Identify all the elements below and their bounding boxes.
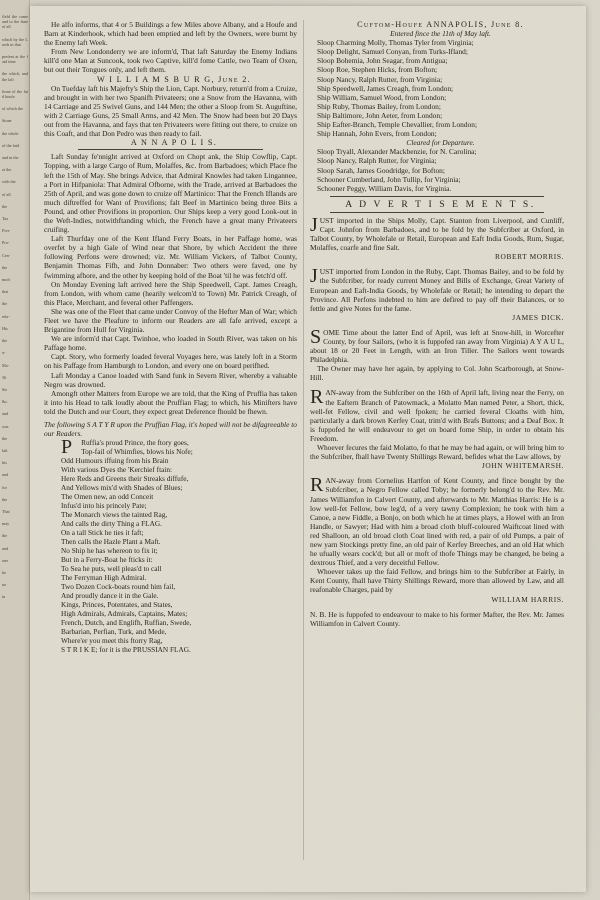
advertisement-signature: WILLIAM HARRIS. [491,594,564,604]
advertisement-tail: The Owner may have her again, by applying to Col. John Scarborough, at Snow-Hill. [310,364,564,383]
advertisement-body: SOME Time about the latter End of April, was left at Snow-hill, in Worcefter County, by four Sailors, (who it is fuppofed ran away from Virginia) A Y A U L, about 18 or 20 Feet in Length, with an Iron Tiller. The Sailors went towards Philadelphia. [310,325,564,365]
news-paragraph: Capt. Story, who formerly loaded feveral Voyages here, was lately loft in a Storm on his Paffage from Hamburgh to London, and every one on board perifhed. [44,352,297,371]
advertisement-signature: ROBERT MORRIS. [494,252,564,262]
divider [78,149,263,150]
cleared-ship-entry: Sloop Sarah, James Goodridge, for Bofton; [317,165,445,175]
cleared-subheading: Cleared for Departure. [406,138,475,148]
fragment-line: the [2,496,8,502]
news-paragraph: She was one of the Fleet that came under Convoy of the Hefter Man of War; which Fleet we have the Pleafure to inform our Readers are all fafe arrived, except a Brigantine from Hull for Virginia. [44,306,297,335]
advertisement-nota-bene: N. B. He is fuppofed to endeavour to make to his former Mafter, the Rev. Mr. James Williamfon in Calvert County. [310,609,564,628]
advertisement [310,388,564,470]
fragment-line: Pro- [2,240,10,246]
divider [330,196,544,197]
advertisement [310,325,564,383]
entered-ship-entry: Sloop Charming Molly, Thomas Tyler from Virginia; [317,38,474,48]
verse-line: To Sea he puts, well pleas'd to call [61,564,162,574]
fragment-line: &c. [2,399,9,405]
entered-ship-entry: Ship Hannah, John Evers, from London; [317,129,437,139]
verse-line: The Ferryman High Admiral. [61,573,147,583]
news-paragraph: We are inform'd that Capt. Twinhoe, who loaded in South River, was taken on his Paffage home. [44,334,297,353]
fragment-line: at the [2,167,12,173]
cleared-ship-entry: Schooner Peggy, William Davis, for Virginia. [317,183,452,193]
news-paragraph: Laft Thurfday one of the Kent Ifland Ferry Boats, in her Paffage home, was overfet by a high Gale of Wind near that Shore, by which Accident the three following Perfons were drowned; viz. Mr. William Vickers, of Talbot County, Benjamin Thomas Fifh, and John Donnaber: Two others were faved, one by fwimming afhore, and the other by keeping hold of the Boat 'til he was fetch'd off. [44,234,297,280]
advertisement [310,476,564,603]
page-inner [38,20,578,872]
advertisement-body: RAN-away from the Subfcriber on the 16th of April laft, living near the Ferry, on the Eaftern Branch of Patowmack, a Molatto Man named Peter, a Short, thick, well-fet Fellow, civil and well fpoken; he carried feveral Cloaths with him, particularly a dark brown Kerfey Coat, trim'd with Brafs Buttons; and a Deaf Box. It is fuppofed he will endeavour to get on board fome Ship, in order to obtain his Freedom. [310,386,564,443]
fragment-line: 36 [2,374,7,380]
advertisement-dropcap: J [310,265,318,288]
fragment-line: no [2,582,7,588]
entered-ship-entry: Sloop Roe, Stephen Hicks, from Bofton; [317,65,438,75]
fragment-line: of all [2,191,11,197]
dateline-annapolis: A N N A P O L I S. [130,138,218,148]
fragment-line: one [2,557,9,563]
fragment-line: a- [2,350,6,356]
verse-line: But in a Ferry-Boat he fticks it: [61,555,153,565]
advertisements-heading: A D V E R T I S E M E N T S. [345,198,536,210]
fragment-line: and in the [2,155,19,161]
advertisement-tail: Whoever fecures the faid Molatto, fo that he may be had again, or will bring him to the Subfcriber, fhall have Twenty Shillings Reward, befides what the Law allows, by [310,443,564,462]
fragment-line: his [2,460,7,466]
news-paragraph: On Monday Evening laft arrived here the Ship Speedwell, Capt. James Creagh, from London, with whom came (hearily welcom'd to Town) Mr. Patrick Creagh, of this Place, Merchant, and feveral other Paffengers. [44,279,297,307]
two-column-layout [38,20,578,860]
verse-introduction: The following S A T Y R upon the Pruffian Flag, it's hoped will not be difagreeable to our Readers. [44,420,297,439]
advertisement-dropcap: S [310,325,322,348]
advertisement-body: RAN-away from Cornelius Hartfon of Kent County, and fince bought by the Subfcriber, a Negro Fellow called Toby; he formerly belong'd to the Rev. Mr. James Williamfon in Calvert County, and afterwards to Mr. Matthias Harris: He is a low well-fet Fellow, bow leg'd, of a very tawny Complexion; he took with him a Canoe, a new Fiddle, a Bonjo, on both which he at times plays, a Howel with an Iron Handle, or Sawyer; Had with him a broad cloth bluff-coloured Waiftcoat lined with red Shalloon, an old broad cloth Coat lined with red, a pair of old Pumps, a pair of new yarn Stockings pretty fine, an old pair of Kerfey Breeches, and an old Hat which he ufually wears cock'd; but all or moft of thofe Things may be changed, he being a dextrous Thief, and a very deceitful Fellow. [310,474,564,568]
fragment-line: His [2,325,8,331]
fragment-line: of the faid [2,142,20,148]
verse-line: Two Dozen Cock-boats round him fail, [61,582,176,592]
entered-ship-entry: Ship Speedwell, James Creagh, from London; [317,83,454,93]
fragment-line: the whole [2,130,19,136]
customs-house-heading: Cuftom-Houfe ANNAPOLIS, June 8. [357,20,524,29]
verse-line: Here Reds and Greens their Streaks diffufe, [61,474,189,484]
entered-ships-list [310,38,564,138]
fragment-line: the [2,301,8,307]
fragment-line: in [2,594,6,600]
fragment-line: the [2,533,8,539]
fragment-line: Cen- [2,252,11,258]
entered-ship-entry: Ship Ruby, Thomas Bailey, from London; [317,101,441,111]
fragment-line: which by the Lords in that [2,36,28,47]
advertisement-tail: Whoever takes up the faid Fellow, and brings him to the Subfcriber at Fairly, in Kent County, fhall have Thirty Shillings Reward, more than allowed by Law, and all reafonable Charges, paid by [310,567,564,595]
fragment-line: Ma- [2,362,9,368]
advertisement-dropcap: J [310,213,318,236]
entered-ship-entry: Sloop Delight, Samuel Conyan, from Turks-Ifland; [317,47,468,57]
fragment-line: Five [2,228,10,234]
advertisement-body: JUST imported in the Ships Molly, Capt. Stanton from Liverpool, and Cunliff, Capt. Johnfon from Barbadoes, and to be fold by the Subfcriber at Oxford, in Talbot County, by Wholefale or Retail, European and Eaft India Goods, Rum, Sugar, Molaffes, coarfe and fine Salt. [310,213,564,253]
verse-line: Kings, Princes, Potentates, and States, [61,600,173,610]
fragment-line: may [2,521,10,527]
fragment-line: and [2,472,9,478]
right-text-column [304,20,570,860]
news-paragraph: Laft Sunday fe'nnight arrived at Oxford on Chopt ank, the Ship Cowflip, Capt. Topping, with a large Cargo of Rum, Molaffes, &c. from Barbadoes; which Place fhe left the 15th of May. She brings Advice, that Admiral Knowles had taken Lingannee, a Port in Hifpaniola: That Admiral Ofborne, with the Trade, arrived at Barbadoes the 25th of April, and was gone down to cruize off Martinico: That the French Iflands are much diftreffed for Want of Provifions; falt Beef in Martinico being three Bits a Pound, and other Provifions in proportion. Our Ships keep a very good Look-out in the Weft-Indies, notwithftanding which, the French have a great many Privateers cruifing. [44,152,297,235]
fragment-line: the which, and the laft [2,71,28,82]
cleared-ships-list [310,147,564,192]
advertisement [310,610,564,628]
newspaper-sheet [30,6,586,892]
fragment-line: with the [2,179,16,185]
satire-verse [44,438,297,654]
verse-line: Where'er you meet this ftorry Rag, [61,636,163,646]
advertisement [310,267,564,322]
entered-ship-entry: Ship Eafter-Branch, Temple Chevallier, from London; [317,120,478,130]
advertisement-dropcap: R [310,474,324,497]
fragment-line: ftone of the faid houfe [2,88,28,100]
cleared-ship-entry: Schooner Cumberland, John Tullip, for Virginia; [317,174,461,184]
verse-line: S T R I K E; for it is the PRUSSIAN FLAG. [61,645,191,655]
verse-line: The Monarch views the tainted Rag, [61,510,168,520]
verse-line: With various Dyes the 'Kerchief ftain: [61,465,173,475]
dateline-williamsburg: W I L L I A M S B U R G, June 2. [97,74,251,84]
fragment-line: the [2,203,8,209]
news-paragraph: From New Londonderry we are inform'd, That laft Saturday the Enemy Indians kill'd one Man at Suncook, took two Captive, kill'd fome Cattle, two Team of Oxen, but out their Tongues only, and left them. [44,47,297,75]
news-paragraph: Amongft other Matters from Europe we are told, that the King of Pruffia has taken it into his Head to talk loudly about the Pruffian Flag; to which, his Minifters have told the Dutch and our Court, they expect great Deference fhould be fhewn. [44,388,297,416]
advertisements-block [310,213,564,628]
fragment-line: of which the [2,106,23,112]
news-paragraph: Laft Monday a Canoe loaded with Sand funk in Severn River, whereby a valuable Negro was drowned. [44,370,297,389]
fragment-line: that [2,289,9,295]
verse-line: Then calls the Hazle Plant a Maft. [61,537,161,547]
left-text-column [38,20,304,860]
verse-line: And calls the dirty Thing a FLAG. [61,519,162,529]
fragment-line: and [2,545,9,551]
entered-ship-entry: Ship William, Samuel Wood, from London; [317,92,447,102]
fragment-line: Sir [2,386,7,392]
fragment-line: for [2,484,7,490]
news-paragraph: He alfo informs, that 4 or 5 Buildings a few Miles above Albany, and a Houfe and Barn at Kinderhook, which had been emptied and left by the Owners, were burnt by the Enemy laft Week. [44,20,297,48]
fragment-line: was [2,423,9,429]
fragment-line: be [2,569,6,575]
verse-line: French, Dutch, and Englifh, Ruffian, Swede, [61,618,192,628]
fragment-line: laft [2,447,8,453]
verse-line: Infus'd into his princely Pate; [61,501,147,511]
verse-dropcap: P [61,436,73,459]
verse-line: P Ruffia's proud Prince, the ftory goes, [44,438,297,447]
advertisement-signature: JOHN WHITEMARSH. [481,461,564,471]
fragment-line: the [2,264,8,270]
fragment-line: moft [2,277,10,283]
fragment-line: prefent at the faid time [2,54,28,65]
advertisement-dropcap: R [310,386,324,409]
entered-ship-entry: Ship Baltimore, John Aeter, from London; [317,110,443,120]
verse-line: And Yellows mix'd with Shades of Blues; [61,483,183,493]
fragment-line: ffeld the came and to the ftate of all [2,14,28,30]
left-torn-fragment-column [0,0,30,900]
advertisement-body: JUST imported from London in the Ruby, Capt. Thomas Bailey, and to be fold by the Subfcriber, for ready current Money and Bills of Exchange, Great Variety of European and Eaft-India Goods, by Wholefale or Retail; he intending to depart the Province. All Perfons indebted to him are defired to pay off their Balances, or to fettle and give Notes for the fame. [310,265,564,313]
entered-ship-entry: Sloop Bohemia, John Seagar, from Antigua; [317,56,448,66]
fragment-line: rela- [2,313,10,319]
divider [330,212,544,213]
fragment-line: Tax [2,216,9,222]
advertisement-signature: JAMES DICK. [512,312,564,322]
fragment-line: and [2,411,9,417]
fragment-line: Stone [2,118,12,124]
cleared-ship-entry: Sloop Nancy, Ralph Rutter, for Virginia; [317,156,437,166]
verse-line: Barbarian, Perfian, Turk, and Mede, [61,627,167,637]
entered-subheading: Entered fince the 11th of May laft. [390,29,491,39]
cleared-ship-entry: Sloop Tryall, Alexander Mackbenzie, for N. Carolina; [317,147,477,157]
entered-ship-entry: Sloop Nancy, Ralph Rutter, from Virginia; [317,74,443,84]
advertisement [310,213,564,262]
fragment-line: the [2,338,8,344]
verse-line: Odd Humours iffuing from his Brain [61,456,169,466]
verse-line: High Admirals, Admirals, Captains, Mates; [61,609,188,619]
fragment-line: That [2,508,10,514]
fragment-line: the [2,435,8,441]
verse-line: And proudly dance it in the Gale. [61,591,159,601]
verse-line: No Ship he has whereon to fix it; [61,546,158,556]
verse-line: Top-fail of Whimfies, blows his Nofe; [81,447,193,457]
verse-line: The Omen new, an odd Conceit [61,492,154,502]
verse-line: On a tall Stick he ties it faft; [61,528,144,538]
news-paragraph: On Tuefday laft his Majefty's Ship the Lion, Capt. Norbury, return'd from a Cruize, and brought in with her two Spanifh Privateers; one a Snow from the Havanna, with 14 Carriage and 25 Swivel Guns, and 144 Men; the other a Sloop from St. Auguftine, with 2 Carriage Guns, 25 Small Arms, and 42 Men. The Snow had been but 20 Days out from the Havanna, and fays that ten Privateers were fitting out there, to cruize on this Coaft, and that Don Pedro was then ready to fail. [44,83,297,139]
